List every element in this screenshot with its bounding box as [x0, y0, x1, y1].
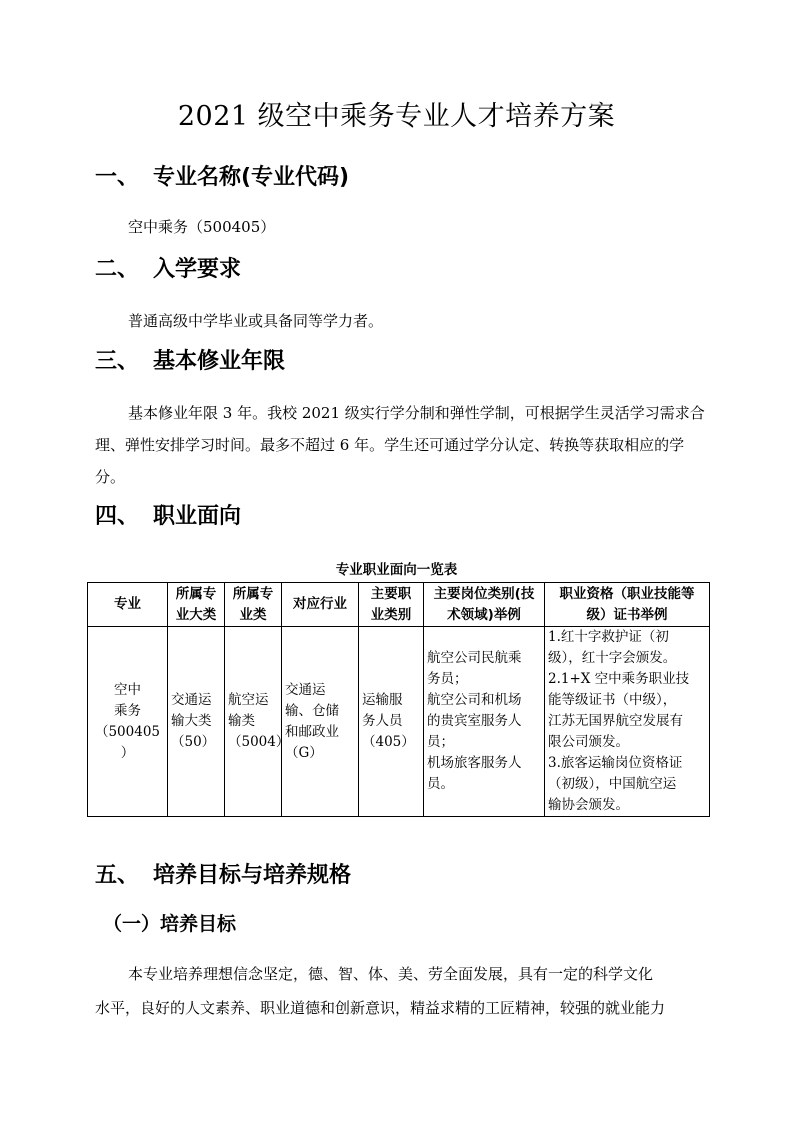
table-caption: 专业职业面向一览表: [335, 562, 458, 578]
section-heading-3: [95, 347, 285, 377]
header-major: 专业: [88, 583, 168, 627]
table-row: [88, 627, 710, 817]
section-title: 培养目标与培养规格: [153, 863, 352, 888]
cell-occupation: 运输服 务人员 （405）: [359, 627, 424, 817]
section-title: 入学要求: [153, 257, 242, 282]
section-body-2: 普通高级中学毕业或具备同等学力者。: [128, 312, 384, 330]
section-number: 四、: [95, 504, 140, 529]
section-number: 一、: [95, 165, 140, 190]
section-heading-4: [95, 502, 241, 532]
section-number: 五、: [95, 863, 140, 888]
section-heading-5: [95, 861, 351, 891]
cell-class: 航空运 输类 （5004）: [225, 627, 282, 817]
section-body-1: 空中乘务（500405）: [128, 218, 276, 236]
cell-positions: 航空公司民航乘 务员； 航空公司和机场 的贵宾室服务人 员； 机场旅客服务人 员。: [424, 627, 545, 817]
header-positions: 主要岗位类别(技 术领域)举例: [424, 583, 545, 627]
section-body-3: 基本修业年限 3 年。我校 2021 级实行学分制和弹性学制，可根据学生灵活学习需求合理、弹性安排学习时间。最多不超过 6 年。学生还可通过学分认定、转换等获取相应的学分。: [95, 404, 705, 486]
table-header-row: [88, 583, 710, 627]
section-heading-1: [95, 163, 349, 193]
cell-category: 交通运 输大类 （50）: [168, 627, 225, 817]
career-table: [87, 582, 710, 817]
section-number: 三、: [95, 349, 140, 374]
header-industry: 对应行业: [282, 583, 359, 627]
section-title: 职业面向: [153, 504, 242, 529]
subsection-heading: （一）培养目标: [103, 913, 237, 935]
header-certificates: 职业资格（职业技能等 级）证书举例: [545, 583, 710, 627]
section-title: 专业名称(专业代码): [153, 165, 350, 190]
cell-industry: 交通运 输、仓储 和邮政业 （G）: [282, 627, 359, 817]
header-category: 所属专 业大类: [168, 583, 225, 627]
objective-line-1: 本专业培养理想信念坚定，德、智、体、美、劳全面发展，具有一定的科学文化: [128, 965, 654, 983]
objective-line-2: 水平，良好的人文素养、职业道德和创新意识，精益求精的工匠精神，较强的就业能力: [95, 999, 666, 1017]
header-occupation: 主要职 业类别: [359, 583, 424, 627]
header-class: 所属专 业类: [225, 583, 282, 627]
document-title: 2021 级空中乘务专业人才培养方案: [177, 101, 616, 132]
cell-certificates: 1.红十字救护证（初 级），红十字会颁发。 2.1+X 空中乘务职业技 能等级证书（中级）， 江苏无国界航空发展有 限公司颁发。 3.旅客运输岗位资格证 （初级），中国航空运 输协会颁发。: [545, 627, 710, 817]
section-heading-2: [95, 255, 241, 285]
section-title: 基本修业年限: [153, 349, 286, 374]
cell-major: 空中 乘务 （500405 ）: [88, 627, 168, 817]
section-number: 二、: [95, 257, 140, 282]
